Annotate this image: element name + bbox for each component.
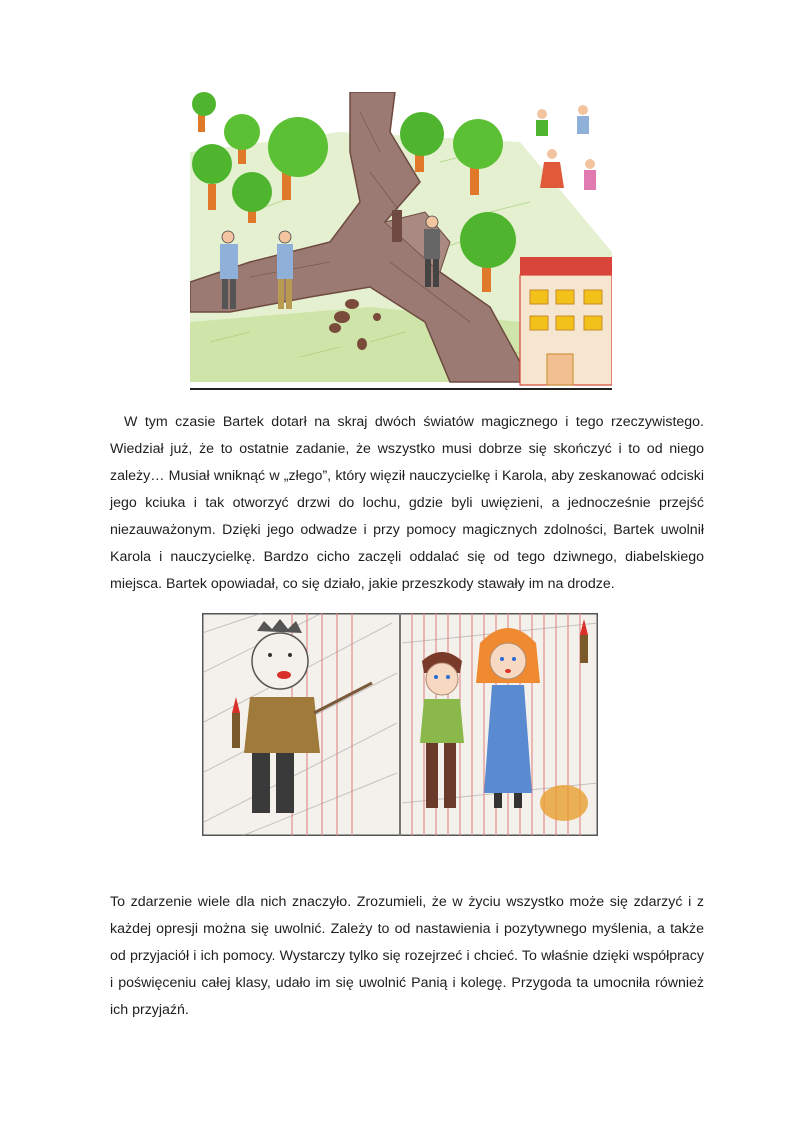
story-paragraph-2: To zdarzenie wiele dla nich znaczyło. Zrozumieli, że w życiu wszystko może się zdarzyć i z każdej opresji można się uwolnić. Zależy to od nastawienia i pozytywnego myślenia, a także od przyjaciół i ich pomocy. Wystarczy tylko się rozejrzeć i chcieć. To właśnie dzięki współpracy i poświęceniu całej klasy, udało im się uwolnić Panią i kolegę. Przygoda ta umocniła również ich przyjaźń. (110, 894, 704, 1018)
dungeon-drawing (202, 613, 598, 836)
forest-drawing (190, 92, 612, 394)
story-paragraph-1: W tym czasie Bartek dotarł na skraj dwóch światów magicznego i tego rzeczywistego. Wiedział już, że to ostatnie zadanie, że wszystko musi dobrze się skończyć i to od niego zależy… Musiał wniknąć w „złego”, który więził nauczycielkę i Karola, aby zeskanować odciski jego kciuka i tak otworzyć drzwi do lochu, gdzie byli uwięzieni, a jednocześnie przejść niezauważonym. Dzięki jego odwadze i przy pomocy magicznych zdolności, Bartek uwolnił Karola i nauczycielkę. Bardzo cicho zaczęli oddalać się od tego dziwnego, diabelskiego miejsca. Bartek opowiadał, co się działo, jakie przeszkody stawały im na drodze. (110, 414, 704, 592)
